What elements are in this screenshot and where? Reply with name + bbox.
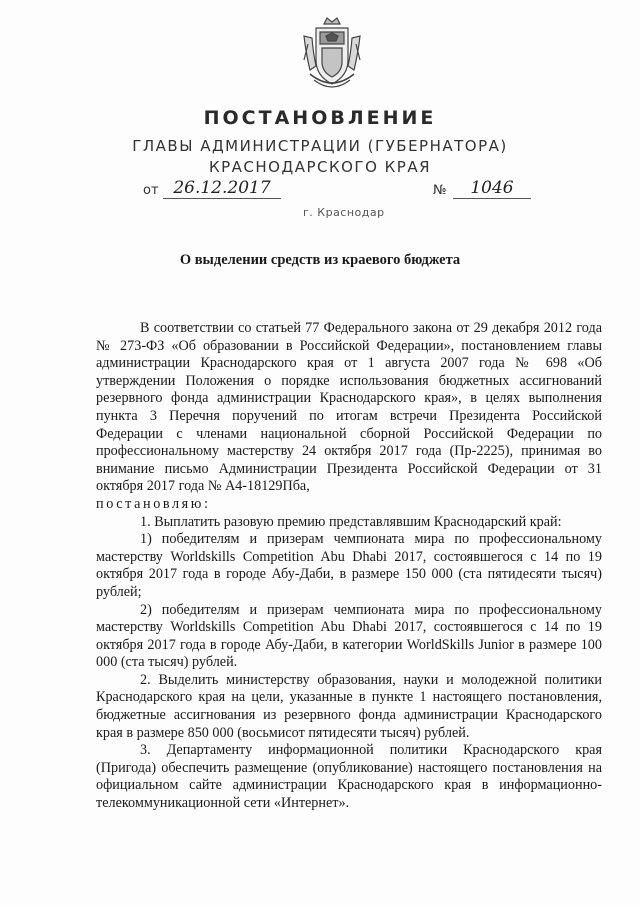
item-1-sub-2: 2) победителям и призерам чемпионата мира по профессиональному мастерству Worldskills Competition Abu Dhabi 2017, состоявшегося с 14 по 19 октября 2017 года в городе Абу-Даби, в категории WorldSkills Junior в размере 100 000 (ста тысяч) рублей. xyxy=(96,601,602,671)
item-2: 2. Выделить министерству образования, науки и молодежной политики Краснодарского края на цели, указанные в пункте 1 настоящего постановления, бюджетные ассигнования из резервного фонда администрации Краснодарского края в размере 850 000 (восьмисот пятидесяти тысяч) рублей. xyxy=(96,671,602,741)
decree-word: постановляю: xyxy=(96,495,211,512)
number-value: 1046 xyxy=(453,178,531,199)
date-value: 26.12.2017 xyxy=(163,178,281,199)
preamble-paragraph: В соответствии со статьей 77 Федерального закона от 29 декабря 2012 года № 273-ФЗ «Об образовании в Российской Федерации», постановлением главы администрации Краснодарского края от 1 августа 2007 года № 698 «Об утверждении Положения о порядке использования бюджетных ассигнований резервного фонда администрации Краснодарского края», в целях выполнения пункта 3 Перечня поручений по итогам встречи Президента Российской Федерации с членами национальной сборной Российской Федерации по профессиональному мастерству 24 октября 2017 года (Пр-2225), принимая во внимание письмо Администрации Президента Российской Федерации от 31 октября 2017 года № А4-18129Пба, xyxy=(96,320,602,495)
document-subject: О выделении средств из краевого бюджета xyxy=(179,252,461,268)
issuer-line-1: ГЛАВЫ АДМИНИСТРАЦИИ (ГУБЕРНАТОРА) xyxy=(132,137,508,155)
document-body xyxy=(96,320,602,813)
date-label: от xyxy=(143,183,159,198)
number-label: № xyxy=(433,183,447,198)
city-label: г. Краснодар xyxy=(303,206,385,219)
coat-of-arms-icon xyxy=(296,14,368,94)
item-3: 3. Департаменту информационной политики Краснодарского края (Пригода) обеспечить размещение (опубликование) настоящего постановления на официальном сайте администрации Краснодарского края в информационно-телекоммуникационной сети «Интернет». xyxy=(96,742,602,812)
issuer-line-2: КРАСНОДАРСКОГО КРАЯ xyxy=(208,158,432,176)
item-1: 1. Выплатить разовую премию представлявшим Краснодарский край: xyxy=(140,513,562,530)
document-type-title: ПОСТАНОВЛЕНИЕ xyxy=(203,107,437,129)
item-1-sub-1: 1) победителям и призерам чемпионата мира по профессиональному мастерству Worldskills Competition Abu Dhabi 2017, состоявшегося с 14 по 19 октября 2017 года в городе Абу-Даби, в размере 150 000 (ста пятидесяти тысяч) рублей; xyxy=(96,531,602,600)
